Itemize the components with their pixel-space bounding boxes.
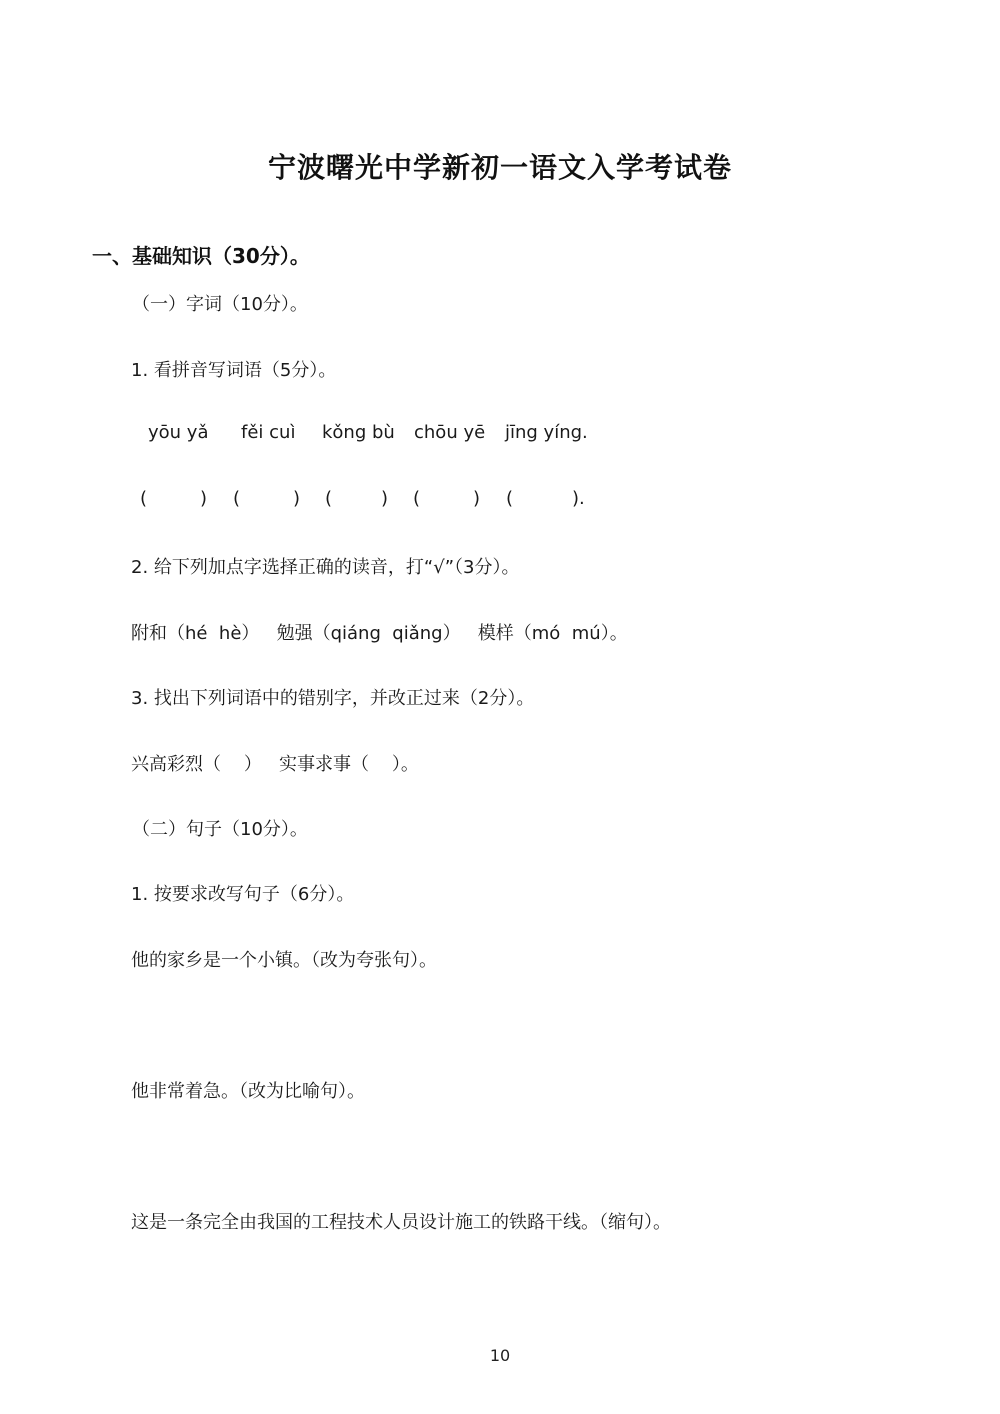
sentence-task-exaggeration: 他的家乡是一个小镇。（改为夸张句）。: [131, 950, 437, 971]
blank-paren: ): [473, 488, 481, 509]
blank-paren: (: [140, 488, 148, 509]
blank-paren: ).: [572, 488, 585, 509]
subsection-words: （一）字词（10分）。: [132, 294, 308, 315]
subsection-sentences: （二）句子（10分）。: [132, 819, 308, 840]
blank-paren: ): [381, 488, 389, 509]
question-3-typos: 3. 找出下列词语中的错别字，并改正过来（2分）。: [131, 688, 535, 709]
section-heading-basic-knowledge: 一、基础知识（30分）。: [92, 244, 310, 268]
question-2-pronunciation: 2. 给下列加点字选择正确的读音，打“√”（3分）。: [131, 557, 520, 578]
sentence-task-condense: 这是一条完全由我国的工程技术人员设计施工的铁路干线。（缩句）。: [131, 1212, 671, 1233]
question-2-items: 附和（hé hè） 勉强（qiáng qiǎng） 模样（mó mú）。: [131, 623, 628, 644]
blank-paren: ): [293, 488, 301, 509]
pinyin-item: chōu yē: [414, 422, 486, 443]
blank-paren: (: [233, 488, 241, 509]
blank-paren: (: [325, 488, 333, 509]
pinyin-item: kǒng bù: [322, 422, 395, 443]
blank-paren: (: [413, 488, 421, 509]
sentence-question-1: 1. 按要求改写句子（6分）。: [131, 884, 355, 905]
pinyin-item: fěi cuì: [241, 422, 296, 443]
pinyin-item: jīng yíng.: [505, 422, 588, 443]
blank-paren: ): [200, 488, 208, 509]
pinyin-item: yōu yǎ: [148, 422, 209, 443]
sentence-task-metaphor: 他非常着急。（改为比喻句）。: [131, 1081, 365, 1102]
question-1-pinyin: 1. 看拼音写词语（5分）。: [131, 360, 337, 381]
page-title: 宁波曙光中学新初一语文入学考试卷: [267, 151, 732, 184]
blank-paren: (: [506, 488, 514, 509]
page-number: 10: [489, 1346, 511, 1365]
question-3-items: 兴高彩烈（ ） 实事求事（ ）。: [131, 754, 419, 775]
